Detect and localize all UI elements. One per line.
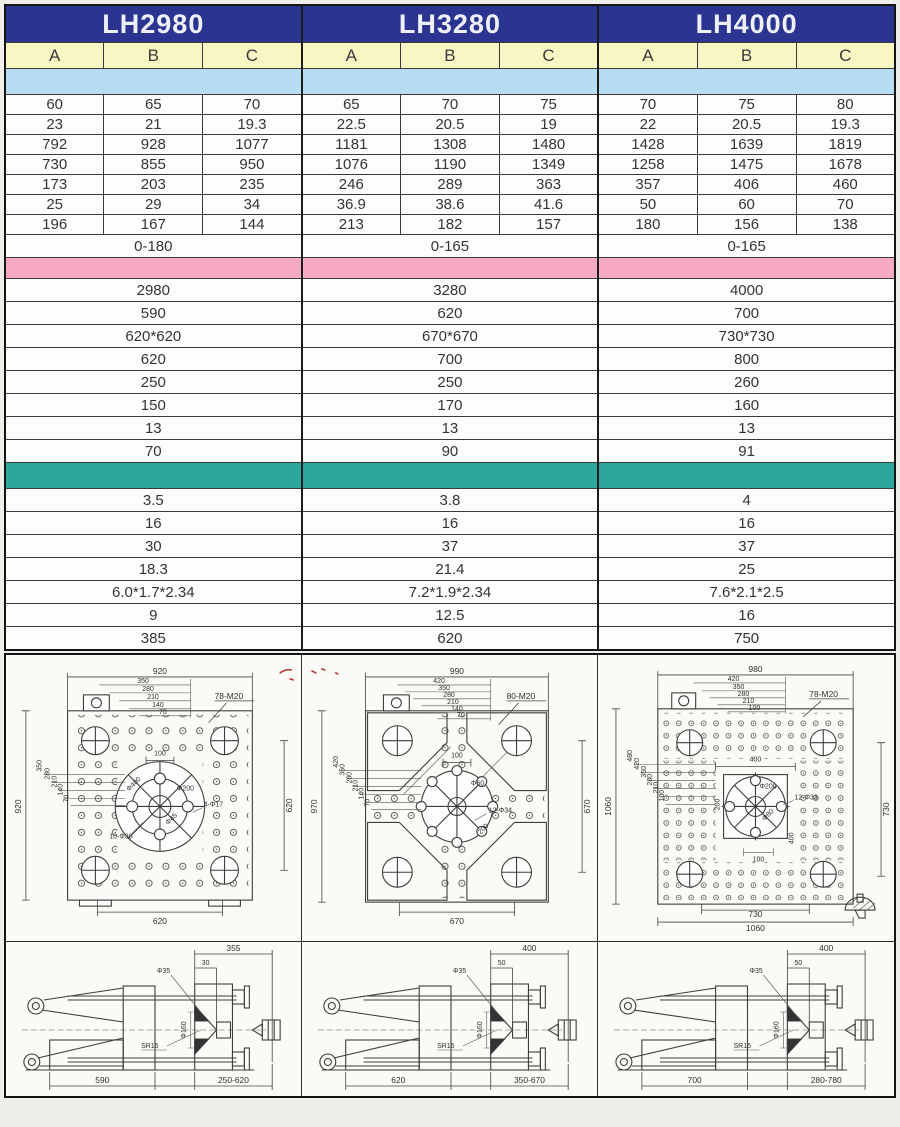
spec-row bbox=[5, 95, 895, 115]
dim-label: Φ35 bbox=[156, 967, 171, 976]
dim-label: 350 bbox=[137, 677, 149, 685]
side-view-lh4000-svg bbox=[598, 942, 894, 1096]
dim-label: 210 bbox=[652, 781, 660, 794]
spec-cell-merged: 90 bbox=[302, 440, 599, 463]
dim-label: 350 bbox=[640, 765, 648, 778]
dim-label: 350 bbox=[732, 683, 745, 691]
dim-label: 350 bbox=[438, 684, 450, 692]
side-view-lh4000 bbox=[598, 942, 894, 1096]
spec-cell: 23 bbox=[5, 115, 104, 135]
dim-label: Φ200 bbox=[759, 783, 777, 791]
spec-cell: 213 bbox=[302, 215, 401, 235]
dim-label: 100 bbox=[752, 856, 765, 864]
dim-label: SR15 bbox=[437, 1042, 455, 1051]
spec-cell-merged: 250 bbox=[5, 371, 302, 394]
spec-row bbox=[5, 581, 895, 604]
spec-cell: 25 bbox=[5, 195, 104, 215]
spec-cell: 1480 bbox=[499, 135, 598, 155]
spec-cell: 138 bbox=[796, 215, 895, 235]
model-title-lh3280: LH3280 bbox=[302, 5, 599, 43]
spec-cell-merged: 250 bbox=[302, 371, 599, 394]
band-cell bbox=[302, 258, 599, 279]
spec-cell-merged: 3.5 bbox=[5, 489, 302, 512]
spec-cell-merged: 620 bbox=[302, 627, 599, 651]
spec-cell: 65 bbox=[104, 95, 203, 115]
spec-cell: 363 bbox=[499, 175, 598, 195]
spec-cell-merged: 730*730 bbox=[598, 325, 895, 348]
dim-label: 30 bbox=[201, 959, 210, 968]
spec-cell-merged: 700 bbox=[598, 302, 895, 325]
spec-cell: 1190 bbox=[401, 155, 500, 175]
spec-row bbox=[5, 175, 895, 195]
spec-row bbox=[5, 135, 895, 155]
model-header-row bbox=[5, 5, 895, 43]
spec-cell: 50 bbox=[598, 195, 697, 215]
band-cell bbox=[5, 463, 302, 489]
dim-label: 730 bbox=[748, 909, 763, 920]
dim-label: 350 bbox=[339, 763, 347, 776]
dim-label: Φ35 bbox=[749, 967, 763, 976]
spec-cell-merged: 13 bbox=[598, 417, 895, 440]
spec-cell-merged: 170 bbox=[302, 394, 599, 417]
dim-label: 670 bbox=[582, 799, 593, 814]
spec-row bbox=[5, 512, 895, 535]
spec-cell: 196 bbox=[5, 215, 104, 235]
dim-label: 12-Φ34 bbox=[488, 807, 513, 815]
spec-cell: 156 bbox=[697, 215, 796, 235]
spec-cell: 19 bbox=[499, 115, 598, 135]
spec-cell: 1076 bbox=[302, 155, 401, 175]
platen-drawing-lh3280-svg bbox=[302, 655, 597, 941]
col-header: C bbox=[796, 43, 895, 69]
spec-cell: 235 bbox=[203, 175, 302, 195]
dim-label: 980 bbox=[748, 663, 763, 674]
dim-label: 700 bbox=[687, 1074, 702, 1086]
dim-label: 140 bbox=[152, 701, 164, 709]
spec-cell: 80 bbox=[796, 95, 895, 115]
spec-cell-merged: 620 bbox=[5, 348, 302, 371]
spec-row bbox=[5, 155, 895, 175]
spec-cell: 1077 bbox=[203, 135, 302, 155]
dim-label: 480 bbox=[626, 749, 634, 762]
platen-drawing-lh4000-svg bbox=[598, 655, 894, 941]
dim-label: 280 bbox=[142, 685, 154, 693]
spec-cell-merged: 670*670 bbox=[302, 325, 599, 348]
col-header: C bbox=[499, 43, 598, 69]
thread-spec-label: 78-M20 bbox=[809, 688, 839, 699]
dim-label: SR15 bbox=[733, 1042, 751, 1051]
spec-cell-merged: 16 bbox=[598, 604, 895, 627]
dim-label: 400 bbox=[522, 942, 537, 954]
spec-cell-merged: 620 bbox=[302, 302, 599, 325]
dim-label: 50 bbox=[497, 959, 506, 968]
column-header-row bbox=[5, 43, 895, 69]
dim-label: 350 bbox=[36, 759, 44, 772]
dim-label: 355 bbox=[226, 942, 241, 954]
dim-label: 620 bbox=[284, 798, 295, 813]
dim-label: 210 bbox=[742, 697, 755, 705]
spec-cell-merged: 750 bbox=[598, 627, 895, 651]
spec-row bbox=[5, 604, 895, 627]
dim-label: 1060 bbox=[746, 923, 765, 934]
dim-label: 4-Φ17 bbox=[203, 801, 224, 809]
dim-label: 210 bbox=[352, 779, 360, 792]
dim-label: Φ35 bbox=[452, 967, 467, 976]
spec-cell-merged: 3280 bbox=[302, 279, 599, 302]
spec-cell: 1181 bbox=[302, 135, 401, 155]
spec-cell-merged: 0-165 bbox=[598, 235, 895, 258]
dim-label: 350-670 bbox=[513, 1074, 545, 1086]
spec-cell: 75 bbox=[499, 95, 598, 115]
red-pen-mark bbox=[312, 669, 338, 674]
side-view-lh2980 bbox=[6, 942, 302, 1096]
dim-label: 250-620 bbox=[217, 1074, 249, 1086]
spec-cell: 1428 bbox=[598, 135, 697, 155]
spec-cell: 29 bbox=[104, 195, 203, 215]
spec-row bbox=[5, 558, 895, 581]
spec-table bbox=[4, 4, 896, 651]
dim-label: Φ160 bbox=[476, 1021, 484, 1039]
spec-cell: 65 bbox=[302, 95, 401, 115]
dim-label: 400 bbox=[749, 756, 762, 764]
dim-label: 280 bbox=[443, 691, 455, 699]
spec-cell: 203 bbox=[104, 175, 203, 195]
dim-label: 210 bbox=[147, 693, 159, 701]
dim-label: Φ160 bbox=[773, 1021, 781, 1039]
spec-cell: 246 bbox=[302, 175, 401, 195]
dim-label: 280 bbox=[44, 767, 52, 780]
spec-cell: 22.5 bbox=[302, 115, 401, 135]
spec-cell: 357 bbox=[598, 175, 697, 195]
drawings-panel bbox=[4, 653, 896, 1098]
spec-cell: 182 bbox=[401, 215, 500, 235]
platen-drawing-lh2980-svg bbox=[6, 655, 301, 941]
spec-row bbox=[5, 489, 895, 512]
dim-label: 12-Φ33 bbox=[794, 794, 818, 802]
spec-cell: 70 bbox=[796, 195, 895, 215]
spec-row bbox=[5, 348, 895, 371]
dim-label: 1060 bbox=[602, 797, 613, 816]
spec-cell-merged: 16 bbox=[598, 512, 895, 535]
col-header: C bbox=[203, 43, 302, 69]
spec-cell-merged: 16 bbox=[302, 512, 599, 535]
platen-drawing-lh3280 bbox=[302, 655, 598, 942]
dim-label: Φ45 bbox=[164, 812, 179, 827]
spec-cell-merged: 6.0*1.7*2.34 bbox=[5, 581, 302, 604]
band-cell bbox=[598, 463, 895, 489]
band-cell bbox=[598, 258, 895, 279]
band-cell bbox=[5, 258, 302, 279]
spec-cell-merged: 4 bbox=[598, 489, 895, 512]
spec-body bbox=[5, 69, 895, 651]
spec-cell: 173 bbox=[5, 175, 104, 195]
dim-label: 100 bbox=[748, 704, 761, 712]
spec-row bbox=[5, 325, 895, 348]
spec-cell: 75 bbox=[697, 95, 796, 115]
spec-cell: 41.6 bbox=[499, 195, 598, 215]
side-view-lh2980-svg bbox=[6, 942, 301, 1096]
dim-label: 70 bbox=[159, 708, 167, 716]
spec-cell-merged: 0-165 bbox=[302, 235, 599, 258]
thread-spec-label: 78-M20 bbox=[214, 690, 244, 701]
spec-cell-merged: 21.4 bbox=[302, 558, 599, 581]
col-header: A bbox=[5, 43, 104, 69]
spec-cell: 60 bbox=[697, 195, 796, 215]
spec-cell: 1475 bbox=[697, 155, 796, 175]
spec-cell: 34 bbox=[203, 195, 302, 215]
spec-cell-merged: 150 bbox=[5, 394, 302, 417]
dim-label: 670 bbox=[449, 916, 464, 927]
spec-cell-merged: 91 bbox=[598, 440, 895, 463]
dim-label: Φ160 bbox=[180, 1021, 188, 1039]
dim-label: 50 bbox=[794, 959, 803, 968]
dim-label: 70 bbox=[364, 798, 372, 807]
dim-label: 210 bbox=[51, 775, 59, 788]
spec-cell-merged: 37 bbox=[598, 535, 895, 558]
spec-cell-merged: 13 bbox=[5, 417, 302, 440]
dim-label: 100 bbox=[154, 750, 166, 758]
spec-cell: 20.5 bbox=[697, 115, 796, 135]
spec-cell: 20.5 bbox=[401, 115, 500, 135]
spec-cell-merged: 800 bbox=[598, 348, 895, 371]
spec-cell: 406 bbox=[697, 175, 796, 195]
spec-cell-merged: 3.8 bbox=[302, 489, 599, 512]
col-header: A bbox=[302, 43, 401, 69]
band-cell bbox=[302, 69, 599, 95]
spec-cell: 289 bbox=[401, 175, 500, 195]
spec-cell-merged: 0-180 bbox=[5, 235, 302, 258]
spec-cell: 38.6 bbox=[401, 195, 500, 215]
dim-label: Φ60 bbox=[470, 780, 485, 788]
spec-row bbox=[5, 302, 895, 325]
spec-row bbox=[5, 115, 895, 135]
dim-label: 620 bbox=[391, 1074, 406, 1086]
dim-label: SR15 bbox=[141, 1042, 159, 1051]
spec-cell-merged: 7.6*2.1*2.5 bbox=[598, 581, 895, 604]
spec-cell: 1308 bbox=[401, 135, 500, 155]
spec-cell-merged: 37 bbox=[302, 535, 599, 558]
spec-cell: 855 bbox=[104, 155, 203, 175]
col-header: B bbox=[697, 43, 796, 69]
spec-cell: 928 bbox=[104, 135, 203, 155]
spec-cell-merged: 700 bbox=[302, 348, 599, 371]
spec-cell-merged: 18.3 bbox=[5, 558, 302, 581]
spec-cell: 21 bbox=[104, 115, 203, 135]
spec-row bbox=[5, 215, 895, 235]
dim-label: 420 bbox=[332, 755, 340, 768]
dim-label: 400 bbox=[819, 942, 834, 954]
spec-cell-merged: 9 bbox=[5, 604, 302, 627]
spec-cell-merged: 13 bbox=[302, 417, 599, 440]
dim-label: 200 bbox=[477, 822, 491, 836]
band-cell bbox=[302, 463, 599, 489]
spec-cell: 1349 bbox=[499, 155, 598, 175]
dim-label: Φ80 bbox=[761, 808, 776, 823]
dim-label: 280 bbox=[737, 690, 750, 698]
spec-cell-merged: 16 bbox=[5, 512, 302, 535]
spec-cell: 1258 bbox=[598, 155, 697, 175]
spec-row bbox=[5, 69, 895, 95]
spec-row bbox=[5, 440, 895, 463]
spec-cell: 70 bbox=[598, 95, 697, 115]
spec-cell-merged: 385 bbox=[5, 627, 302, 651]
spec-cell: 792 bbox=[5, 135, 104, 155]
spec-row bbox=[5, 371, 895, 394]
spec-cell: 460 bbox=[796, 175, 895, 195]
model-title-lh4000: LH4000 bbox=[598, 5, 895, 43]
spec-cell-merged: 70 bbox=[5, 440, 302, 463]
dim-label: 100 bbox=[451, 752, 463, 760]
spec-cell-merged: 7.2*1.9*2.34 bbox=[302, 581, 599, 604]
dim-label: Φ400 bbox=[125, 775, 143, 794]
dim-label: 990 bbox=[449, 665, 464, 676]
spec-cell: 22 bbox=[598, 115, 697, 135]
band-cell bbox=[598, 69, 895, 95]
col-header: B bbox=[401, 43, 500, 69]
col-header: A bbox=[598, 43, 697, 69]
spec-row bbox=[5, 258, 895, 279]
band-cell bbox=[5, 69, 302, 95]
dim-label: 100 bbox=[658, 789, 666, 802]
spec-cell-merged: 260 bbox=[598, 371, 895, 394]
spec-cell: 144 bbox=[203, 215, 302, 235]
spec-cell-merged: 4000 bbox=[598, 279, 895, 302]
spec-cell: 70 bbox=[203, 95, 302, 115]
spec-cell: 157 bbox=[499, 215, 598, 235]
spec-cell: 1819 bbox=[796, 135, 895, 155]
dim-label: 970 bbox=[308, 799, 319, 814]
spec-cell: 60 bbox=[5, 95, 104, 115]
dim-label: 140 bbox=[451, 705, 463, 713]
platen-drawing-lh2980 bbox=[6, 655, 302, 942]
side-view-lh3280-svg bbox=[302, 942, 597, 1096]
platen-drawing-lh4000 bbox=[598, 655, 894, 942]
dim-label: 730 bbox=[881, 802, 892, 817]
dim-label: 140 bbox=[57, 783, 65, 796]
spec-cell: 70 bbox=[401, 95, 500, 115]
dim-label: 400 bbox=[788, 832, 796, 845]
red-pen-mark bbox=[280, 670, 293, 680]
spec-cell: 730 bbox=[5, 155, 104, 175]
spec-cell-merged: 12.5 bbox=[302, 604, 599, 627]
section-detail-sketch bbox=[845, 894, 875, 918]
spec-row bbox=[5, 235, 895, 258]
dim-label: 140 bbox=[358, 787, 366, 800]
spec-cell-merged: 30 bbox=[5, 535, 302, 558]
dim-label: 920 bbox=[12, 799, 23, 814]
dim-label: 70 bbox=[457, 711, 465, 719]
spec-cell-merged: 620*620 bbox=[5, 325, 302, 348]
dim-label: 420 bbox=[433, 677, 445, 685]
spec-cell: 19.3 bbox=[203, 115, 302, 135]
spec-row bbox=[5, 394, 895, 417]
spec-cell: 19.3 bbox=[796, 115, 895, 135]
dim-label: 10-Φ30 bbox=[109, 833, 133, 841]
spec-row bbox=[5, 535, 895, 558]
dim-label: 210 bbox=[447, 698, 459, 706]
spec-cell: 1678 bbox=[796, 155, 895, 175]
spec-cell: 1639 bbox=[697, 135, 796, 155]
spec-cell-merged: 2980 bbox=[5, 279, 302, 302]
dim-label: 280 bbox=[346, 771, 354, 784]
spec-cell: 167 bbox=[104, 215, 203, 235]
dim-label: 200 bbox=[714, 798, 722, 811]
spec-row bbox=[5, 463, 895, 489]
spec-cell-merged: 25 bbox=[598, 558, 895, 581]
spec-row bbox=[5, 195, 895, 215]
dim-label: 70 bbox=[63, 794, 71, 803]
dim-label: 420 bbox=[727, 675, 740, 683]
col-header: B bbox=[104, 43, 203, 69]
dim-label: 420 bbox=[633, 757, 641, 770]
model-title-lh2980: LH2980 bbox=[5, 5, 302, 43]
thread-spec-label: 80-M20 bbox=[506, 690, 536, 701]
dim-label: 280-780 bbox=[810, 1074, 842, 1086]
side-view-lh3280 bbox=[302, 942, 598, 1096]
dim-label: 280 bbox=[646, 773, 654, 786]
dim-label: 620 bbox=[152, 916, 167, 927]
spec-row bbox=[5, 279, 895, 302]
dim-label: 590 bbox=[95, 1074, 110, 1086]
dim-label: Φ200 bbox=[176, 785, 194, 793]
dim-label: 920 bbox=[152, 665, 167, 676]
spec-cell: 36.9 bbox=[302, 195, 401, 215]
spec-cell-merged: 590 bbox=[5, 302, 302, 325]
spec-row bbox=[5, 627, 895, 651]
spec-cell-merged: 160 bbox=[598, 394, 895, 417]
spec-row bbox=[5, 417, 895, 440]
spec-cell: 180 bbox=[598, 215, 697, 235]
spec-cell: 950 bbox=[203, 155, 302, 175]
